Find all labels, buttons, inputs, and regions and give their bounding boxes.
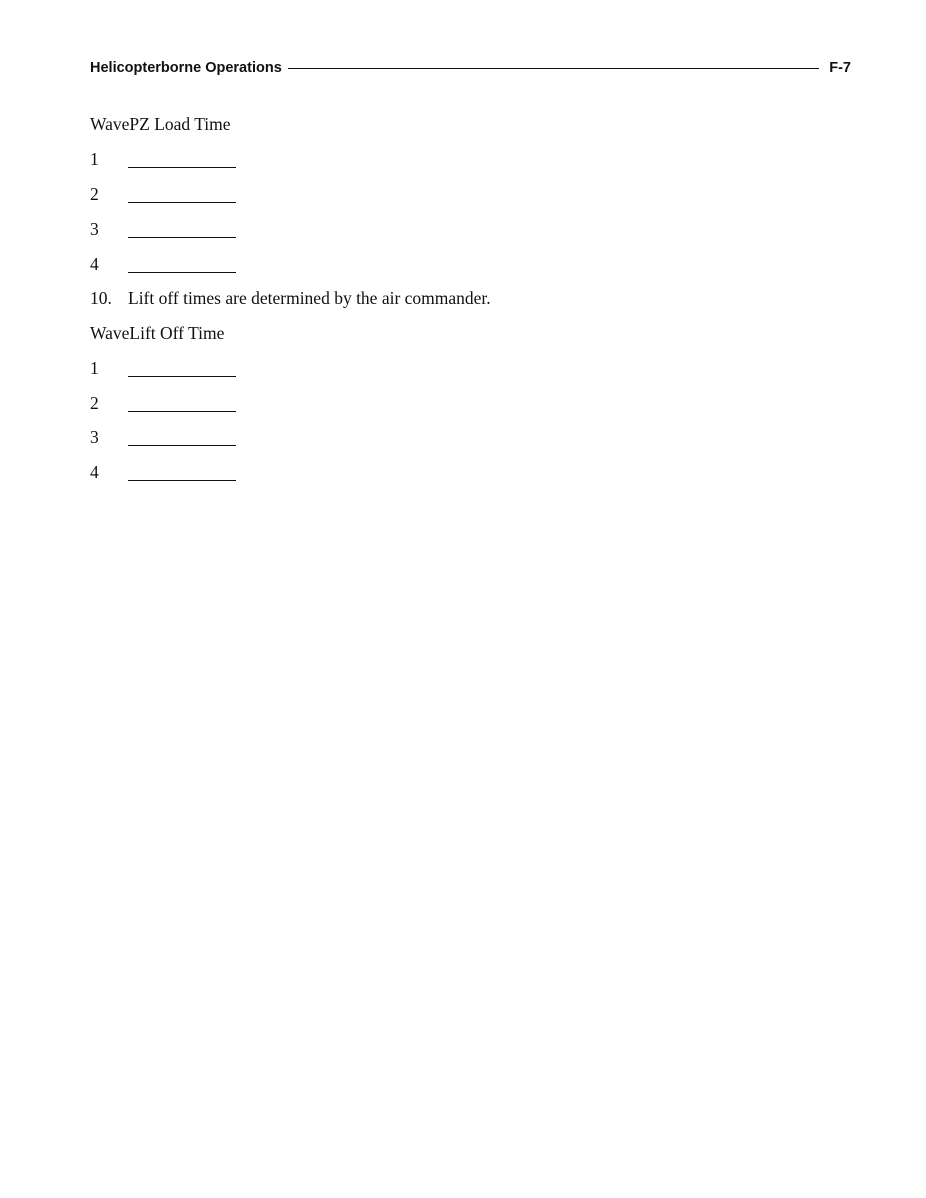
wave-row	[90, 219, 250, 241]
page-number: F-7	[829, 60, 851, 76]
wave-row	[90, 393, 250, 415]
header-title: Helicopterborne Operations	[90, 60, 282, 76]
blank-fill-line	[128, 445, 236, 446]
wave-number: 3	[90, 219, 99, 239]
blank-fill-line	[128, 237, 236, 238]
numbered-paragraph-10	[90, 288, 491, 308]
wave-number: 1	[90, 358, 99, 378]
wave-row	[90, 358, 250, 380]
blank-fill-line	[128, 167, 236, 168]
wave-number: 4	[90, 462, 99, 482]
wave-row	[90, 254, 250, 276]
wave-number: 2	[90, 393, 99, 413]
paragraph-text: Lift off times are determined by the air commander.	[128, 288, 491, 308]
header-rule	[288, 68, 819, 69]
wave-number: 3	[90, 427, 99, 447]
page-header	[90, 58, 851, 78]
paragraph-number: 10.	[90, 288, 112, 308]
section-title-lift-off-time: WaveLift Off Time	[90, 323, 225, 343]
wave-number: 4	[90, 254, 99, 274]
section-title-pz-load-time: WavePZ Load Time	[90, 114, 231, 134]
blank-fill-line	[128, 411, 236, 412]
wave-number: 2	[90, 184, 99, 204]
blank-fill-line	[128, 202, 236, 203]
wave-number: 1	[90, 149, 99, 169]
blank-fill-line	[128, 376, 236, 377]
wave-row	[90, 184, 250, 206]
blank-fill-line	[128, 272, 236, 273]
blank-fill-line	[128, 480, 236, 481]
wave-row	[90, 462, 250, 484]
wave-row	[90, 427, 250, 449]
wave-row	[90, 149, 250, 171]
